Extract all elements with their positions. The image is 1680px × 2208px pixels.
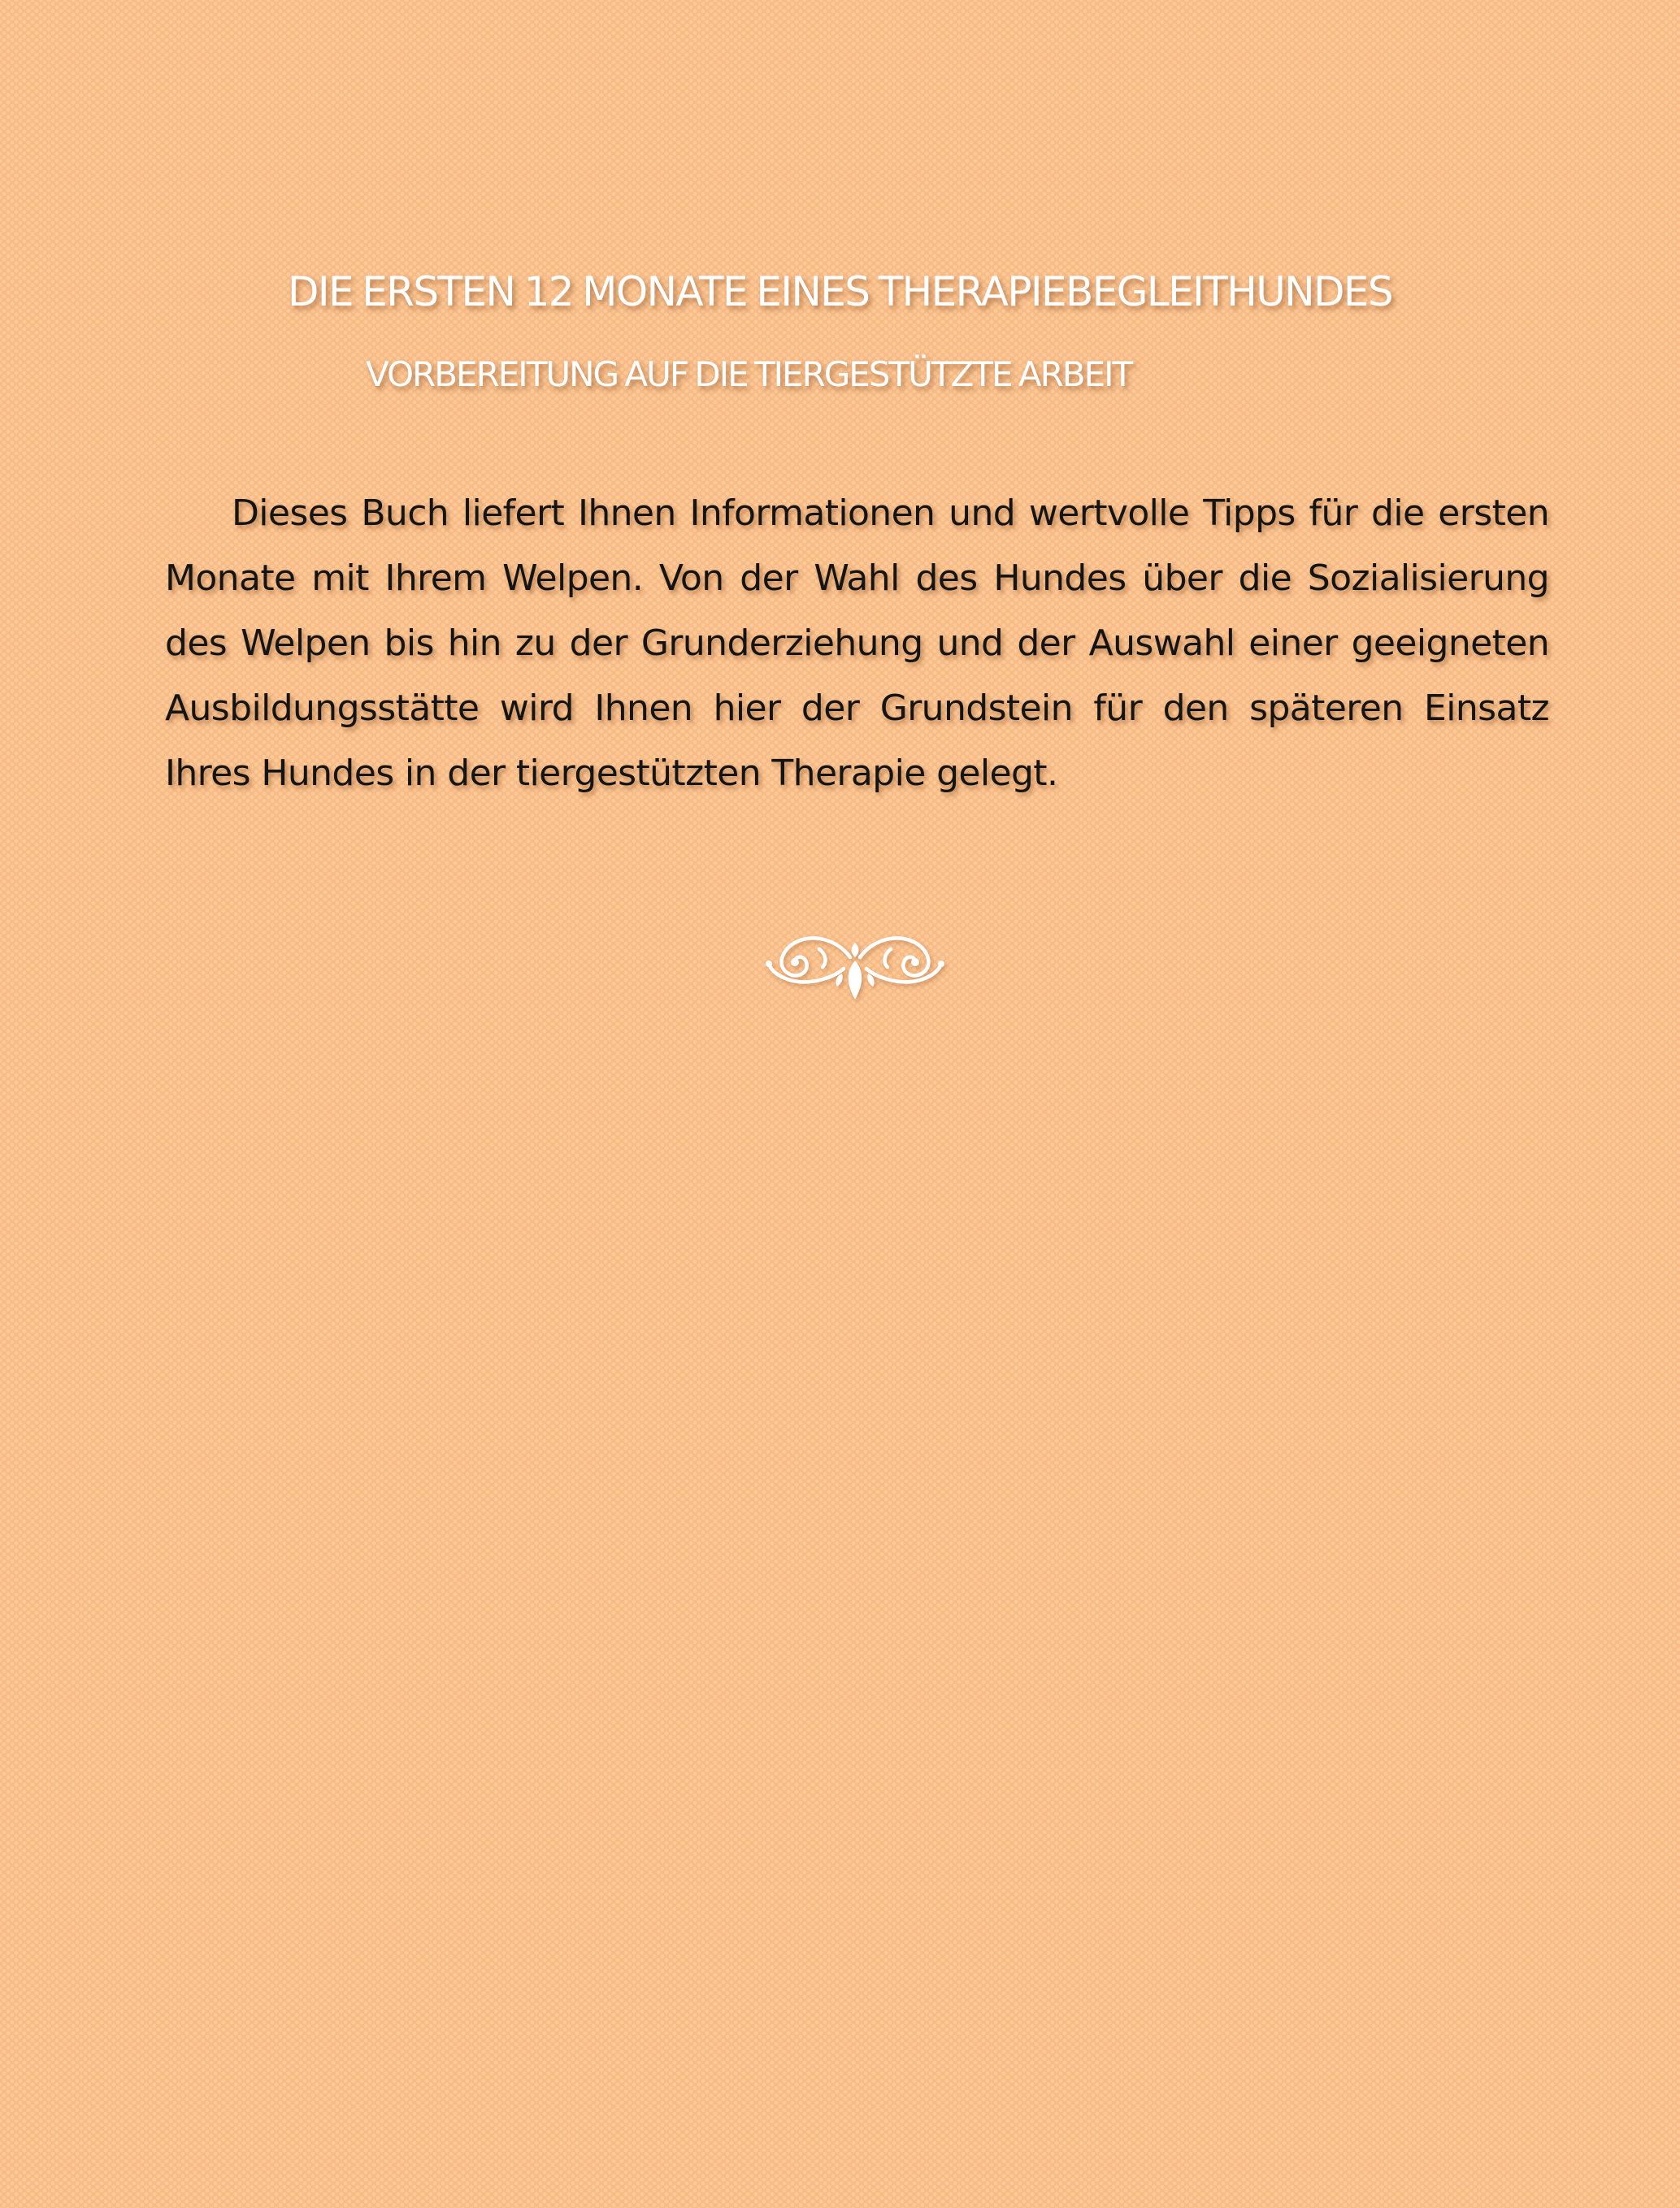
book-description: Dieses Buch liefert Ihnen Informationen und wertvolle Tipps für die ersten Monate mit Ihrem Welpen. Von der Wahl des Hundes über die Sozialisierung des Welpen bis hin zu der Grunderziehung und der Auswahl einer geeigneten Ausbildungsstätte wird Ihnen hier der Grundstein für den späteren Einsatz Ihres Hundes in der tiergestützten Therapie gelegt. bbox=[165, 492, 1549, 794]
flourish-divider-icon bbox=[762, 925, 948, 1003]
book-title: DIE ERSTEN 12 MONATE EINES THERAPIEBEGLEITHUNDES bbox=[287, 268, 1393, 315]
book-subtitle: VORBEREITUNG AUF DIE TIERGESTÜTZTE ARBEIT bbox=[366, 354, 1132, 394]
